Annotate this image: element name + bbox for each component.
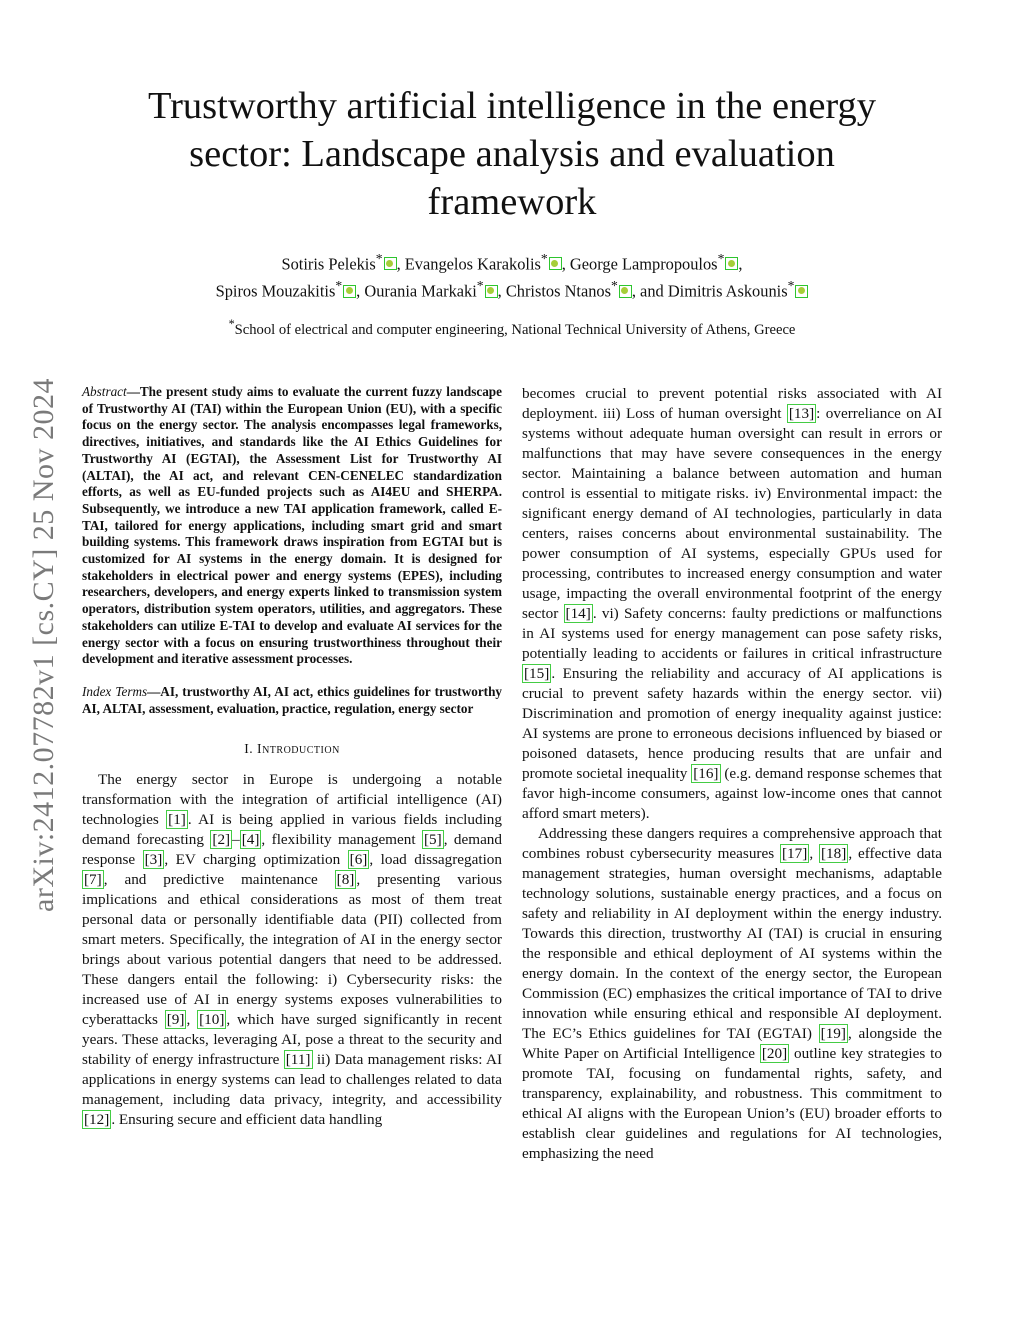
orcid-icon[interactable] <box>619 285 632 298</box>
citation-link[interactable]: [12] <box>84 1111 110 1129</box>
text-run: – <box>232 831 240 849</box>
orcid-icon[interactable] <box>725 257 738 270</box>
citation-link[interactable]: [13] <box>788 405 815 422</box>
text-run: , and predictive maintenance <box>103 871 335 889</box>
text-run: , flexibility management <box>261 831 422 849</box>
intro-paragraph-1-continued <box>522 384 942 824</box>
section-title: Introduction <box>257 741 340 757</box>
affiliation-marker: * <box>375 251 383 266</box>
text-run: . Ensuring secure and efficient data handling <box>111 1111 383 1129</box>
author-name: Christos Ntanos <box>505 281 612 301</box>
text-run: The energy sector in Europe is undergoing a notable transformation with the integration of artificial intelligence (AI) technologies <box>82 771 502 829</box>
citation-link[interactable]: [16] <box>693 765 719 782</box>
orcid-icon[interactable] <box>343 285 356 298</box>
citation-link[interactable]: [2] <box>212 831 231 849</box>
text-run: . Ensuring the reliability and accuracy of AI applications is crucial to prevent safety hazards within the energy sector. vii) Discrimination and promotion of energy inequality against justice: AI systems are prone to erroneous decisions influenced by biased or poisoned datasets, hence producing results that are unfair and promote societal inequality <box>522 665 942 782</box>
section-number: I. <box>244 741 254 757</box>
abstract-label: Abstract <box>82 384 127 399</box>
author-name: Spiros Mouzakitis <box>215 281 336 301</box>
section-heading <box>82 741 502 757</box>
index-terms-text: —AI, trustworthy AI, AI act, ethics guidelines for trustworthy AI, ALTAI, assessment, evaluation, practice, regulation, energy sector <box>82 683 502 716</box>
author-name: Dimitris Askounis <box>667 281 788 301</box>
author-name: Ourania Markaki <box>364 281 477 301</box>
citation-link[interactable]: [18] <box>821 845 847 862</box>
title-line: Trustworthy artificial intelligence in the energy <box>147 85 877 127</box>
title-line: sector: Landscape analysis and evaluation <box>189 133 835 175</box>
citation-link[interactable]: [5] <box>423 831 442 849</box>
citation-link[interactable]: [20] <box>761 1045 788 1062</box>
text-run: , demand response <box>82 831 502 869</box>
citation-link[interactable]: [17] <box>782 845 808 862</box>
affiliation-marker: * <box>611 278 618 294</box>
citation-link[interactable]: [9] <box>166 1011 185 1029</box>
citation-link[interactable]: [14] <box>565 605 591 622</box>
orcid-icon[interactable] <box>795 285 808 298</box>
text-run: , <box>186 1011 198 1029</box>
citation-link[interactable]: [3] <box>144 851 163 869</box>
abstract-text: —The present study aims to evaluate the current fuzzy landscape of Trustworthy AI (TAI) within the European Union (EU), with a specific focus on the energy sector. The analysis encompasses legal frameworks, directives, initiatives, and standards like the AI Ethics Guidelines for Trustworthy AI (EGTAI), the Assessment List for Trustworthy AI (ALTAI), the AI act, and relevant CEN-CENELEC standardization efforts, as well as EU-funded projects such as AI4EU and SHERPA. Subsequently, we introduce a new TAI application framework, called E-TAI, tailored for energy applications, including smart grid and smart building systems. This framework draws inspiration from EGTAI but is customized for AI systems in the energy domain. It is designed for stakeholders in electrical power and energy systems (EPES), including researchers, developers, and energy experts linked to transmission system operators, distribution system operators, utilities, and aggregators. These stakeholders can utilize E-TAI to develop and evaluate AI services for the energy sector with a focus on ensuring trustworthiness throughout their development and iterative assessment processes. <box>82 384 502 667</box>
author-separator: , and <box>631 281 668 301</box>
author-separator: , <box>497 281 506 301</box>
author-separator: , <box>396 254 405 274</box>
author-separator: , <box>738 254 743 274</box>
citation-link[interactable]: [19] <box>820 1025 846 1042</box>
author-name: George Lampropoulos <box>569 254 718 274</box>
text-run: , alongside the White Paper on Artificial Intelligence <box>522 1025 942 1062</box>
text-run: , EV charging optimization <box>164 851 348 869</box>
author-name: Evangelos Karakolis <box>404 254 541 274</box>
left-column <box>82 384 502 1130</box>
text-run: , <box>809 845 819 862</box>
text-run: , effective data management strategies, human oversight mechanisms, adaptable technology solutions, sustainable energy practices, and a focus on safety and reliability in AI deployment within the energy industry. Towards this direction, trustworthy AI (TAI) is crucial in ensuring the responsible and ethical deployment of AI systems within the energy domain. In the context of the energy sector, the European Commission (EC) emphasizes the critical importance of TAI to drive innovation while ensuring ethical and responsible AI deployment. The EC’s Ethics guidelines for TAI (EGTAI) <box>522 845 942 1042</box>
citation-link[interactable]: [7] <box>84 871 102 889</box>
paper-title <box>110 82 914 226</box>
affiliation-marker: * <box>476 278 484 294</box>
arxiv-identifier[interactable]: arXiv:2412.07782v1 [cs.CY] 25 Nov 2024 <box>27 378 60 912</box>
intro-paragraph-1 <box>82 770 502 1130</box>
citation-link[interactable]: [8] <box>336 871 355 889</box>
citation-link[interactable]: [11] <box>285 1051 311 1069</box>
text-run: . vi) Safety concerns: faulty predictions or malfunctions in AI systems used for energy management can pose safety risks, potentially leading to accidents or failures in critical infrastructure <box>522 605 943 662</box>
author-list <box>110 248 914 303</box>
text-run: Addressing these dangers requires a comprehensive approach that combines robust cybersecurity measures <box>522 825 942 862</box>
citation-link[interactable]: [4] <box>241 831 260 849</box>
citation-link[interactable]: [10] <box>199 1011 225 1029</box>
index-terms-label: Index Terms <box>82 683 148 699</box>
affiliation-marker: * <box>717 251 725 266</box>
text-run: . AI is being applied in various fields including demand forecasting <box>82 811 502 849</box>
text-run: , presenting various implications and ethical considerations as most of them treat personal data or personally identifiable data (PII) collected from smart meters. Specifically, the integration of AI in the energy sector brings about various potential dangers that need to be addressed. These dangers entail the following: i) Cybersecurity risks: the increased use of AI in energy systems exposes vulnerabilities to cyberattacks <box>82 871 502 1029</box>
right-column <box>522 384 942 1164</box>
affiliation-marker: * <box>335 278 343 294</box>
author-name: Sotiris Pelekis <box>281 254 376 274</box>
citation-link[interactable]: [1] <box>168 811 186 829</box>
text-run: , which have surged significantly in recent years. These attacks, leveraging AI, pose a threat to the security and stability of energy infrastructure <box>82 1011 502 1069</box>
text-run: becomes crucial to prevent potential risks associated with AI deployment. iii) Loss of human oversight <box>522 385 942 422</box>
orcid-icon[interactable] <box>549 257 562 270</box>
text-run: ii) Data management risks: AI applications in energy systems can lead to challenges related to data management, including data privacy, integrity, and accessibility <box>82 1051 502 1109</box>
intro-paragraph-2 <box>522 824 942 1164</box>
index-terms <box>82 684 502 717</box>
affiliation <box>110 314 914 340</box>
title-line: framework <box>427 181 597 223</box>
text-run: : overreliance on AI systems without adequate human oversight can result in errors or malfunctions that may have severe consequences in the energy sector. Maintaining a balance between automation and human control is essential to mitigate risks. iv) Environmental impact: the significant energy demand of AI technologies, particularly in data centers, raises concerns about environmental sustainability. The power consumption of AI systems, especially GPUs used for processing, contributes to increased energy consumption and water usage, impacting the overall environmental footprint of the energy sector <box>522 405 942 622</box>
orcid-icon[interactable] <box>384 257 397 270</box>
text-run: outline key strategies to promote TAI, focusing on fundamental rights, safety, and transparency, explainability, and robustness. This commitment to ethical AI aligns with the European Union’s (EU) broader efforts to establish clear guidelines and regulations for AI technologies, emphasizing the need <box>522 1045 942 1162</box>
author-separator: , <box>356 281 365 301</box>
orcid-icon[interactable] <box>485 285 498 298</box>
text-run: (e.g. demand response schemes that favor high-income consumers, against low-income ones that cannot afford smart meters). <box>522 765 943 822</box>
affiliation-marker: * <box>540 251 548 266</box>
affiliation-text: School of electrical and computer engineering, National Technical University of Athens, Greece <box>234 321 796 338</box>
text-run: , load dissagregation <box>369 851 502 869</box>
citation-link[interactable]: [6] <box>349 851 368 869</box>
author-separator: , <box>561 254 570 274</box>
affiliation-marker: * <box>228 317 235 331</box>
abstract <box>82 384 502 668</box>
citation-link[interactable]: [15] <box>524 665 550 682</box>
affiliation-marker: * <box>787 278 795 294</box>
